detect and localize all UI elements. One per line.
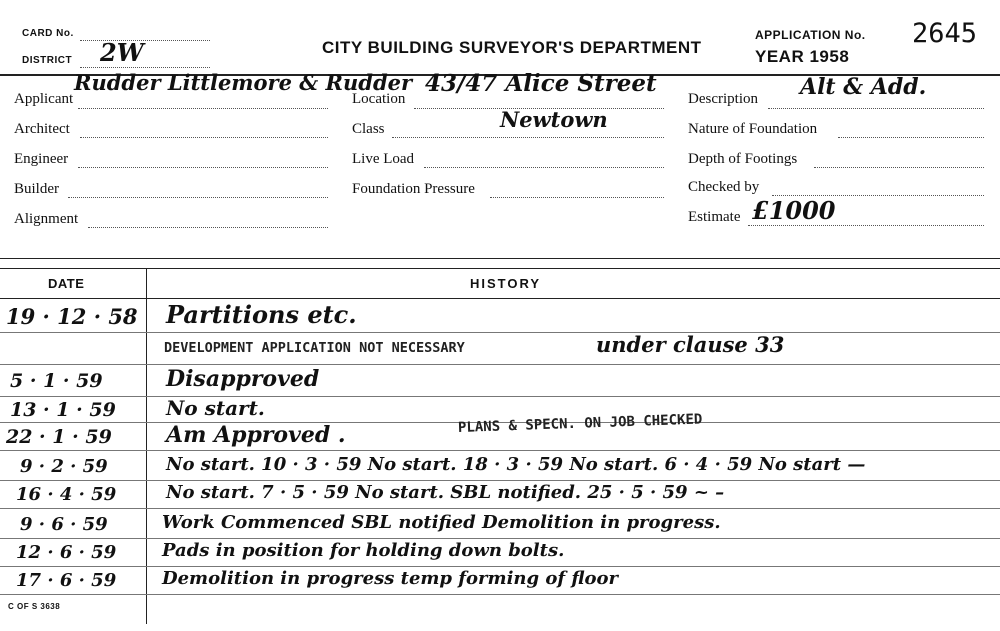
class-line: [392, 137, 664, 138]
checked-by-label: Checked by: [688, 179, 760, 195]
row-line: [0, 594, 1000, 595]
history-entry: Disapproved: [166, 366, 320, 392]
description-value: Alt & Add.: [800, 74, 927, 100]
architect-label: Architect: [14, 121, 70, 137]
date-header: DATE: [48, 276, 85, 291]
row-line: [0, 450, 1000, 451]
estimate-value: £1000: [752, 196, 836, 225]
history-entry: Partitions etc.: [166, 300, 357, 329]
depth-of-footings-label: Depth of Footings: [688, 151, 798, 167]
history-date: 5 · 1 · 59: [10, 370, 103, 392]
estimate-label: Estimate: [688, 209, 741, 225]
history-entry: Work Commenced SBL notified Demolition in progress.: [162, 512, 721, 533]
history-entry: Am Approved .: [166, 422, 346, 448]
foundation-pressure-label: Foundation Pressure: [352, 181, 475, 197]
nature-of-foundation-line: [838, 137, 984, 138]
row-line: [0, 396, 1000, 397]
row-line: [0, 508, 1000, 509]
alignment-label: Alignment: [14, 211, 79, 227]
description-label: Description: [688, 91, 758, 107]
row-line: [0, 364, 1000, 365]
applicant-line: [78, 108, 328, 109]
history-entry: Demolition in progress temp forming of floor: [162, 568, 618, 589]
applicant-label: Applicant: [14, 91, 74, 107]
row-line: [0, 538, 1000, 539]
page-title: CITY BUILDING SURVEYOR'S DEPARTMENT: [322, 38, 702, 57]
history-date: 9 · 6 · 59: [20, 514, 108, 535]
row-line: [0, 480, 1000, 481]
description-line: [768, 108, 984, 109]
foundation-pressure-line: [490, 197, 664, 198]
history-entry: No start. 7 · 5 · 59 No start. SBL notified. 25 · 5 · 59 ~ –: [166, 482, 725, 503]
date-column-divider: [146, 268, 147, 624]
alignment-line: [88, 227, 328, 228]
depth-of-footings-line: [814, 167, 984, 168]
card-no-label: CARD No.: [22, 28, 74, 39]
table-top-border: [0, 268, 1000, 269]
history-date: 12 · 6 · 59: [16, 542, 117, 563]
estimate-line: [748, 225, 984, 226]
fields-divider: [0, 258, 1000, 259]
history-header: HISTORY: [470, 276, 542, 291]
architect-line: [80, 137, 328, 138]
district-line: [80, 67, 210, 68]
location-value: 43/47 Alice Street: [425, 70, 657, 97]
history-entry-extra: under clause 33: [596, 332, 785, 357]
year-label: YEAR 1958: [755, 47, 850, 66]
builder-line: [68, 197, 328, 198]
district-value: 2W: [100, 38, 144, 67]
live-load-label: Live Load: [352, 151, 415, 167]
history-date: 16 · 4 · 59: [16, 484, 117, 505]
form-code: C OF S 3638: [8, 602, 61, 611]
development-stamp: DEVELOPMENT APPLICATION NOT NECESSARY: [164, 340, 465, 356]
district-label: DISTRICT: [22, 55, 73, 66]
applicant-value: Rudder Littlemore & Rudder: [74, 70, 413, 95]
application-no-label: APPLICATION No.: [755, 28, 866, 42]
class-value: Newtown: [500, 107, 608, 132]
live-load-line: [424, 167, 664, 168]
history-date: 13 · 1 · 59: [10, 399, 116, 421]
application-no-value: 2645: [912, 18, 978, 49]
history-entry: Pads in position for holding down bolts.: [162, 540, 565, 561]
nature-of-foundation-label: Nature of Foundation: [688, 121, 818, 137]
history-entry: No start.: [166, 396, 265, 420]
location-label: Location: [352, 91, 406, 107]
class-label: Class: [352, 121, 385, 137]
row-line: [0, 332, 1000, 333]
history-entry: No start. 10 · 3 · 59 No start. 18 · 3 · 59 No start. 6 · 4 · 59 No start —: [166, 454, 866, 475]
builder-label: Builder: [14, 181, 59, 197]
plans-checked-stamp: PLANS & SPECN. ON JOB CHECKED: [457, 411, 703, 436]
engineer-line: [78, 167, 328, 168]
history-date: 22 · 1 · 59: [6, 426, 112, 448]
table-header-border: [0, 298, 1000, 299]
history-date: 9 · 2 · 59: [20, 456, 108, 477]
row-line: [0, 566, 1000, 567]
history-date: 17 · 6 · 59: [16, 570, 117, 591]
history-date: 19 · 12 · 58: [6, 304, 138, 329]
engineer-label: Engineer: [14, 151, 69, 167]
